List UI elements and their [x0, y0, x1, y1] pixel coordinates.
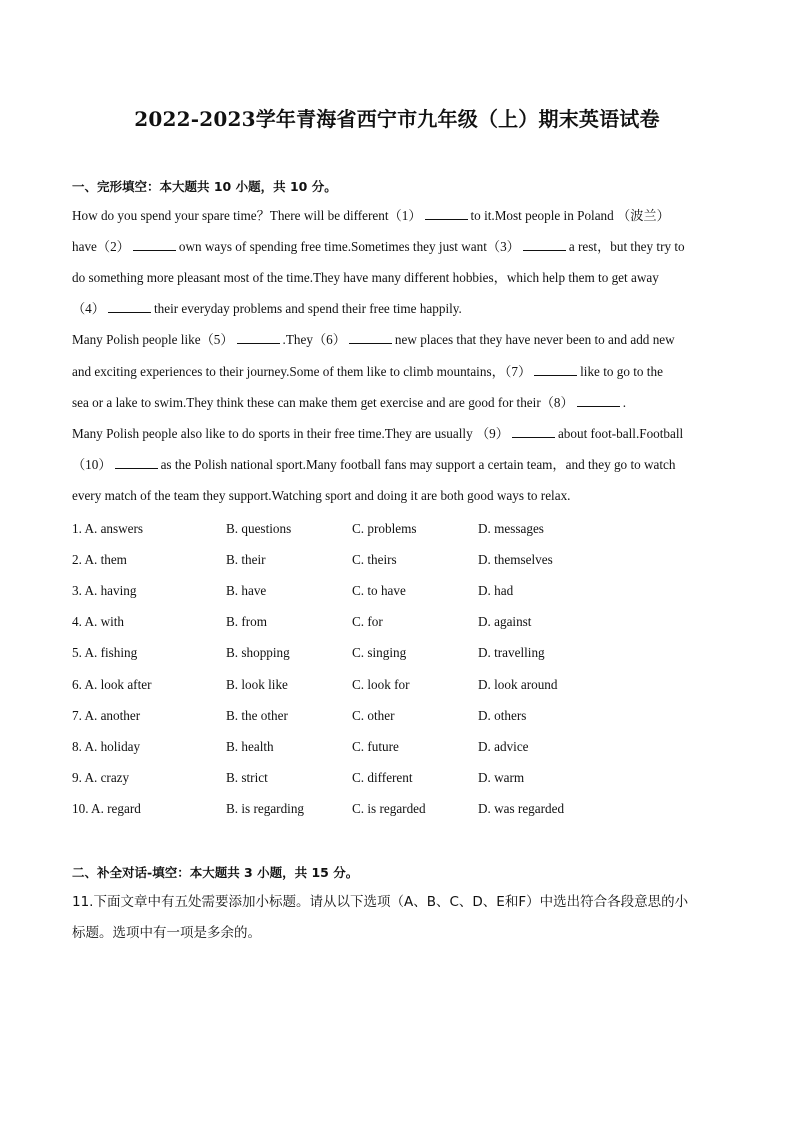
- question-option[interactable]: D. advice: [478, 738, 529, 754]
- passage-line: [72, 363, 722, 381]
- passage-text: to it.Most people in Poland （波兰）: [470, 208, 670, 223]
- passage-text: their everyday problems and spend their free time happily.: [153, 301, 462, 316]
- passage-text: own ways of spending free time.Sometimes they just want（3）: [178, 239, 520, 254]
- passage-text: every match of the team they support.Watching sport and doing it are both good ways to relax.: [72, 488, 571, 503]
- passage-text: .: [622, 395, 626, 410]
- question-option[interactable]: D. warm: [478, 769, 525, 785]
- question-option[interactable]: D. against: [478, 614, 532, 630]
- passage-text: Many Polish people like（5）: [72, 332, 234, 347]
- passage-line: [72, 394, 722, 412]
- question-option[interactable]: D. was regarded: [478, 800, 565, 816]
- question-option[interactable]: C. problems: [352, 521, 417, 536]
- question-option[interactable]: C. theirs: [352, 552, 397, 568]
- passage-text: sea or a lake to swim.They think these can make them get exercise and are good for their（8）: [72, 395, 574, 410]
- question-option[interactable]: D. messages: [478, 521, 544, 536]
- instruction-line: 11.下面文章中有五处需要添加小标题。请从以下选项（A、B、C、D、E和F）中选出符合各段意思的小: [72, 894, 689, 910]
- passage-line: [72, 207, 722, 225]
- question-option-a[interactable]: 9. A. crazy: [72, 769, 130, 785]
- answer-blank[interactable]: [534, 363, 577, 376]
- question-option[interactable]: C. other: [352, 707, 395, 723]
- question-option[interactable]: B. shopping: [226, 645, 290, 661]
- passage-line: [72, 331, 722, 349]
- page-title: 2022-2023学年青海省西宁市九年级（上）期末英语试卷: [134, 107, 660, 131]
- answer-blank[interactable]: [577, 394, 620, 407]
- question-option[interactable]: B. have: [226, 583, 267, 599]
- question-option-a[interactable]: 3. A. having: [72, 583, 137, 599]
- question-option[interactable]: D. travelling: [478, 645, 545, 661]
- passage-text: about foot-ball.Football: [557, 426, 684, 441]
- question-option[interactable]: B. questions: [226, 521, 292, 536]
- answer-blank[interactable]: [133, 238, 176, 251]
- section-2-heading: 二、补全对话-填空：本大题共 3 小题，共 15 分。: [72, 865, 359, 880]
- passage-text: do something more pleasant most of the time.They have many different hobbies，which help them to get away: [72, 270, 659, 285]
- question-option[interactable]: B. the other: [226, 707, 288, 723]
- passage-text: Many Polish people also like to do sports in their free time.They are usually （9）: [72, 426, 509, 441]
- section-1-heading: 一、完形填空：本大题共 10 小题，共 10 分。: [72, 179, 337, 194]
- question-option-a[interactable]: 7. A. another: [72, 707, 141, 723]
- passage-text: .They（6）: [282, 332, 346, 347]
- question-option[interactable]: C. for: [352, 614, 383, 630]
- answer-blank[interactable]: [108, 300, 151, 313]
- answer-blank[interactable]: [237, 331, 280, 344]
- question-option-a[interactable]: 6. A. look after: [72, 676, 152, 692]
- question-option[interactable]: C. is regarded: [352, 800, 426, 816]
- passage-text: new places that they have never been to and add new: [394, 332, 675, 347]
- passage-line: [72, 238, 722, 256]
- question-option-a[interactable]: 5. A. fishing: [72, 645, 138, 661]
- question-option[interactable]: B. their: [226, 552, 266, 568]
- passage-line: [72, 269, 722, 287]
- question-option-a[interactable]: 2. A. them: [72, 552, 127, 568]
- passage-line: [72, 425, 722, 443]
- question-option[interactable]: C. different: [352, 769, 413, 785]
- question-option[interactable]: D. themselves: [478, 552, 553, 568]
- passage-text: （4）: [72, 301, 105, 316]
- question-option[interactable]: D. others: [478, 707, 527, 723]
- question-option-a[interactable]: 4. A. with: [72, 614, 125, 630]
- answer-blank[interactable]: [349, 331, 392, 344]
- passage-text: and exciting experiences to their journey.Some of them like to climb mountains，（7）: [72, 364, 532, 379]
- question-option-a[interactable]: 1. A. answers: [72, 521, 144, 536]
- passage-text: have（2）: [72, 239, 130, 254]
- passage-text: as the Polish national sport.Many football fans may support a certain team，and they go to watch: [160, 457, 676, 472]
- question-option[interactable]: D. look around: [478, 676, 558, 692]
- answer-blank[interactable]: [115, 456, 158, 469]
- passage-line: [72, 300, 722, 318]
- question-option[interactable]: C. look for: [352, 676, 410, 692]
- question-option-a[interactable]: 10. A. regard: [72, 800, 141, 816]
- passage-text: like to go to the: [580, 364, 663, 379]
- answer-blank[interactable]: [523, 238, 566, 251]
- question-option-a[interactable]: 8. A. holiday: [72, 738, 141, 754]
- instruction-line: 标题。选项中有一项是多余的。: [72, 925, 261, 941]
- passage-line: [72, 487, 722, 505]
- answer-blank[interactable]: [512, 425, 555, 438]
- question-option[interactable]: C. future: [352, 738, 399, 754]
- question-option[interactable]: C. singing: [352, 645, 407, 661]
- passage-text: （10）: [72, 457, 112, 472]
- answer-blank[interactable]: [425, 207, 468, 220]
- question-option[interactable]: B. health: [226, 738, 274, 754]
- question-option[interactable]: B. is regarding: [226, 800, 305, 816]
- passage-text: How do you spend your spare time？There will be different（1）: [72, 208, 422, 223]
- question-option[interactable]: C. to have: [352, 583, 406, 599]
- question-option[interactable]: D. had: [478, 583, 514, 599]
- question-option[interactable]: B. from: [226, 614, 268, 630]
- passage-text: a rest，but they try to: [568, 239, 685, 254]
- passage-line: [72, 456, 722, 474]
- question-option[interactable]: B. strict: [226, 769, 268, 785]
- question-option[interactable]: B. look like: [226, 676, 288, 692]
